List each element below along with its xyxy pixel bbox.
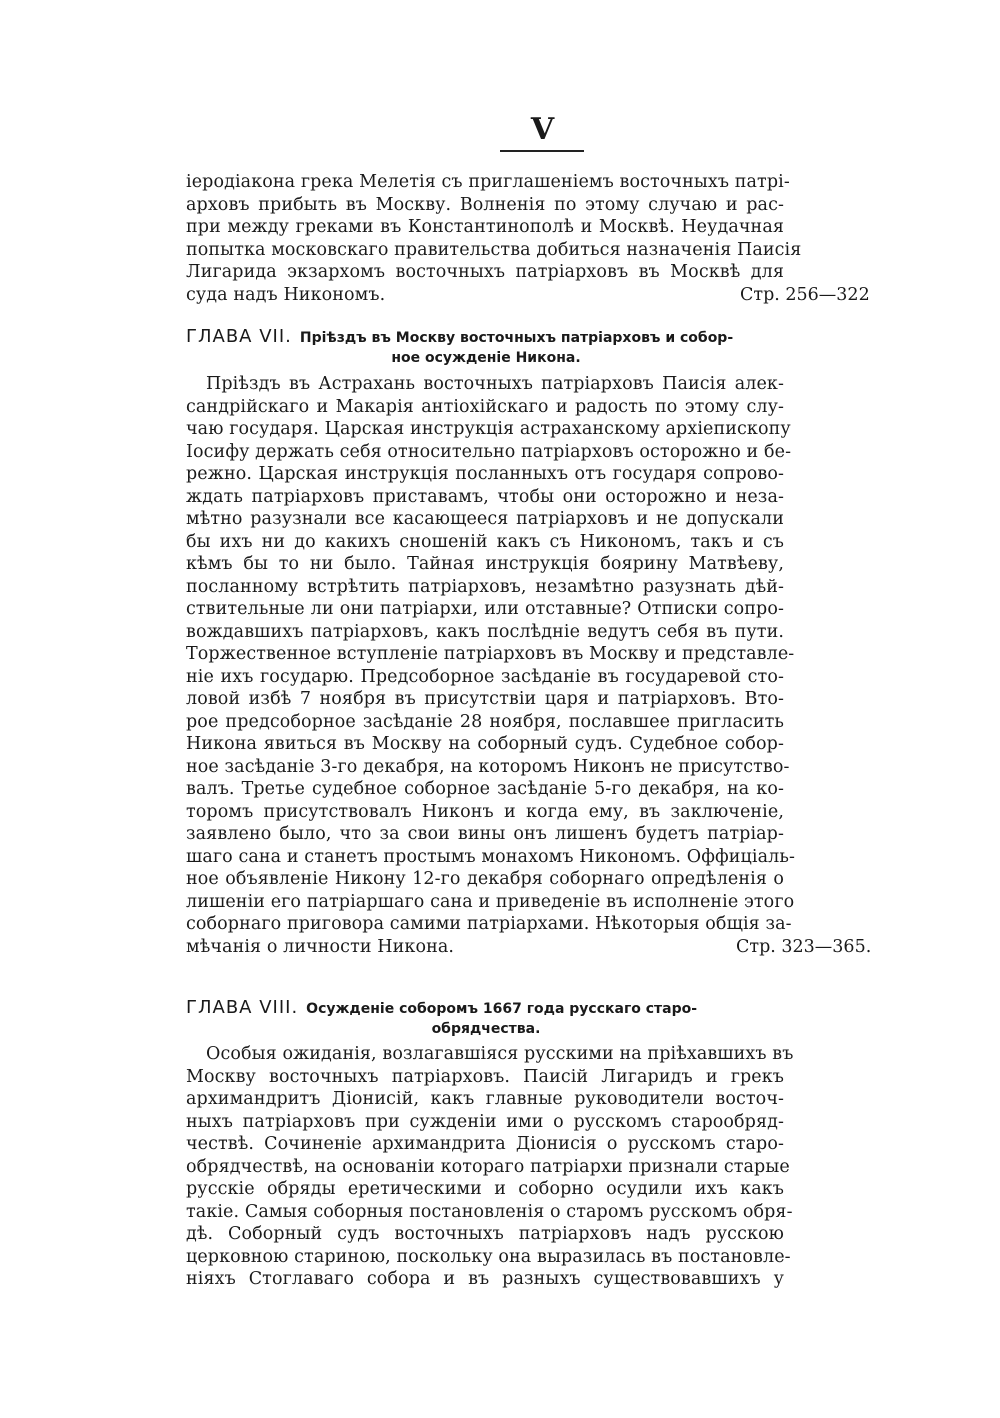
- text-line: Лигарида экзархомъ восточныхъ патрiарховъ въ Москвѣ для: [186, 262, 784, 282]
- text-line: ное объявленiе Никону 12-го декабря соборнаго опредѣленiя о: [186, 869, 784, 889]
- text-line: суда надъ Никономъ.: [186, 284, 386, 305]
- text-line: iеродiакона грека Мелетiя съ приглашенiемъ восточныхъ патрi-: [186, 172, 790, 192]
- text-line: рое предсоборное засѣданiе 28 ноября, пославшее пригласить: [186, 711, 784, 732]
- chapter-8-label: ГЛАВА VIII.: [186, 997, 299, 1018]
- text-line: лишенiи его патрiаршаго сана и приведенiе въ исполненiе этого: [186, 891, 795, 912]
- text-line: мѣчанiя о личности Никона.: [186, 936, 455, 957]
- text-line: Iосифу держать себя относительно патрiарховъ осторожно и бе-: [186, 441, 792, 462]
- text-line: ныхъ патрiарховъ при сужденiи ими о русскомъ старообряд-: [186, 1111, 784, 1132]
- chapter-7-title-line1: Прiѣздъ въ Москву восточныхъ патрiарховъ и собор-: [299, 330, 734, 346]
- chapter-8-heading: [186, 997, 786, 1038]
- text-line: ждать патрiарховъ приставамъ, чтобы они осторожно и неза-: [186, 486, 784, 507]
- page-number-rule: [500, 150, 584, 152]
- text-line: торомъ присутствовалъ Никонъ и когда ему, въ заключенiе,: [186, 801, 784, 822]
- text-line: ловой избѣ 7 ноября въ присутствiи царя и патрiарховъ. Вто-: [186, 689, 784, 709]
- page-reference: Стр. 256—322: [740, 284, 870, 305]
- page-reference: Стр. 323—365.: [736, 936, 872, 957]
- text-line: архимандритъ Дiонисiй, какъ главные руководители восточ-: [186, 1089, 784, 1109]
- text-line: шаго сана и станетъ простымъ монахомъ Никономъ. Оффицiаль-: [186, 846, 796, 867]
- text-line: Прiѣздъ въ Астрахань восточныхъ патрiарховъ Паисiя алек-: [206, 374, 784, 394]
- text-line: ствительные ли они патрiархи, или отставные? Отписки сопро-: [186, 599, 784, 619]
- text-line: сандрiйскаго и Макарiя антiохiйскаго и радость по этому слу-: [186, 396, 784, 417]
- text-line: обрядчествѣ, на основанiи котораго патрiархи признали старые: [186, 1156, 790, 1177]
- text-line: Особыя ожиданiя, возлагавшiяся русскими на прiѣхавшихъ въ: [206, 1044, 794, 1064]
- text-line: арховъ прибыть въ Москву. Волненiя по этому случаю и рас-: [186, 194, 784, 215]
- text-line: мѣтно разузнали все касающееся патрiарховъ и не допускали: [186, 509, 784, 529]
- text-line: Торжественное вступленiе патрiарховъ въ Москву и представле-: [186, 644, 795, 664]
- text-line: Москву восточныхъ патрiарховъ. Паисiй Лигаридъ и грекъ: [186, 1066, 784, 1087]
- page-number: V: [530, 112, 555, 147]
- chapter-7-text: [186, 373, 872, 958]
- chapter-8-title-line1: Осужденiе соборомъ 1667 года русскаго старо-: [306, 1001, 698, 1017]
- text-line: церковною стариною, поскольку она выразилась въ постановле-: [186, 1246, 791, 1267]
- section-top-text: [186, 171, 870, 306]
- text-line-with-ref: [186, 936, 872, 959]
- text-line: заявлено было, что за свои вины онъ лишенъ будетъ патрiар-: [186, 824, 784, 844]
- text-line: режно. Царская инструкцiя посланныхъ отъ государя сопрово-: [186, 464, 784, 484]
- text-line: Никона явиться въ Москву на соборный судъ. Судебное собор-: [186, 734, 784, 754]
- text-line: ное засѣданiе 3-го декабря, на которомъ Никонъ не присутство-: [186, 756, 790, 777]
- text-line: вождавшихъ патрiарховъ, какъ послѣднiе ведутъ себя въ пути.: [186, 621, 784, 642]
- text-line: кѣмъ бы то ни было. Тайная инструкцiя боярину Матвѣеву,: [186, 554, 784, 574]
- text-line: чаю государя. Царская инструкцiя астраханскому архiепископу: [186, 419, 791, 439]
- text-line: дѣ. Соборный судъ восточныхъ патрiарховъ надъ русскою: [186, 1224, 784, 1244]
- text-line: валъ. Третье судебное соборное засѣданiе 5-го декабря, на ко-: [186, 779, 784, 799]
- chapter-7-heading: [186, 326, 786, 367]
- text-line: нiе ихъ государю. Предсоборное засѣданiе въ государевой сто-: [186, 666, 784, 687]
- text-line: посланному встрѣтить патрiарховъ, незамѣтно разузнать дѣй-: [186, 576, 784, 597]
- text-line: русскiе обряды еретическими и соборно осудили ихъ какъ: [186, 1179, 784, 1199]
- chapter-8-text: [186, 1043, 794, 1291]
- text-line: при между греками въ Константинополѣ и Москвѣ. Неудачная: [186, 217, 784, 237]
- text-line: попытка московскаго правительства добиться назначенiя Паисiя: [186, 239, 802, 260]
- text-line: соборнаго приговора самими патрiархами. Нѣкоторыя общiя за-: [186, 914, 792, 934]
- text-line-with-ref: [186, 284, 870, 307]
- text-line: такiе. Самыя соборныя постановленiя о старомъ русскомъ обря-: [186, 1201, 793, 1222]
- chapter-7-title-line2: ное осужденiе Никона.: [391, 350, 581, 366]
- chapter-8-title-line2: обрядчества.: [431, 1021, 541, 1037]
- text-line: чествѣ. Сочиненiе архимандрита Дiонисiя о русскомъ старо-: [186, 1134, 784, 1154]
- text-line: нiяхъ Стоглаваго собора и въ разныхъ существовавшихъ у: [186, 1269, 784, 1289]
- chapter-7-label: ГЛАВА VII.: [186, 326, 292, 347]
- text-line: бы ихъ ни до какихъ сношенiй какъ съ Никономъ, такъ и съ: [186, 531, 784, 552]
